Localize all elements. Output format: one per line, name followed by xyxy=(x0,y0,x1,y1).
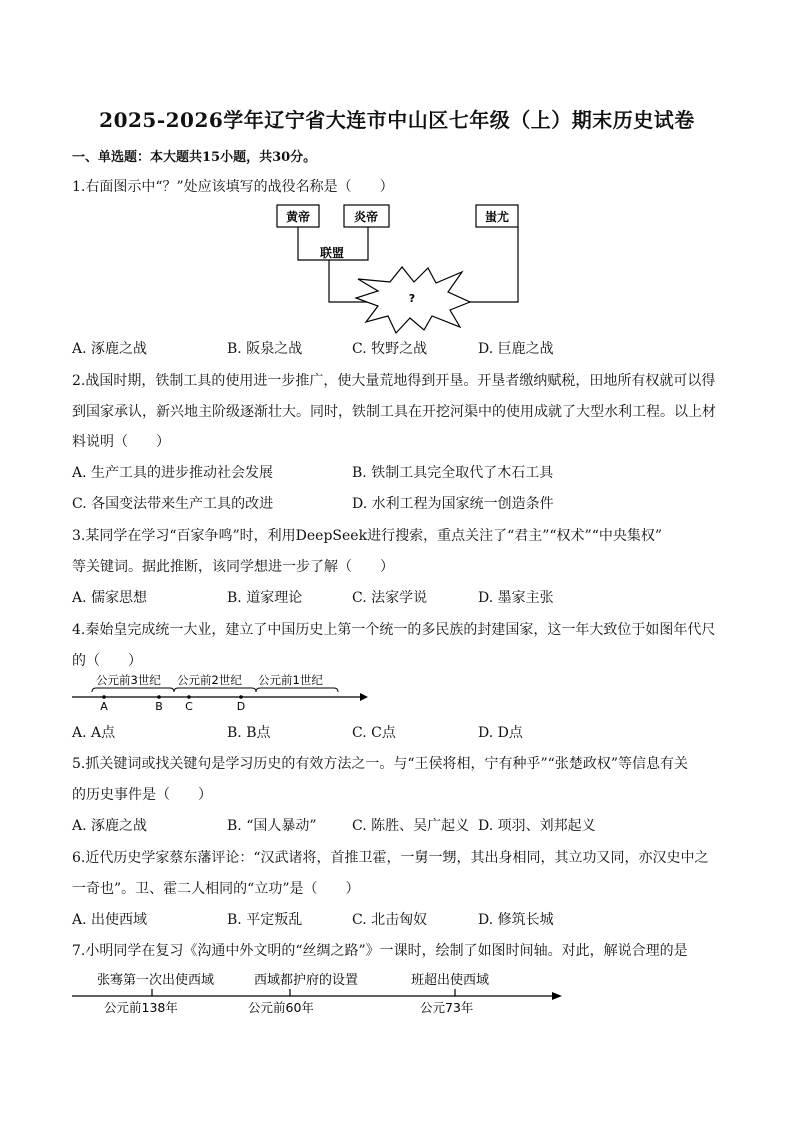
segment-brace-2 xyxy=(174,688,256,692)
timeline-arrow xyxy=(360,693,368,701)
exam-title: 2025-2026学年辽宁省大连市中山区七年级（上）期末历史试卷 xyxy=(99,108,695,132)
event-label-zhangqian: 张骞第一次出使西域 xyxy=(97,973,215,988)
question-3-stem-line-2: 等关键词。据此推断，该同学想进一步了解（ ） xyxy=(72,559,394,575)
point-c-dot xyxy=(187,695,191,699)
segment-label-2nd-century-bc: 公元前2世纪 xyxy=(177,673,242,687)
question-2-option-c: C. 各国变法带来生产工具的改进 xyxy=(72,496,274,512)
question-1-option-b: B. 阪泉之战 xyxy=(227,341,303,357)
event-label-protectorate: 西域都护府的设置 xyxy=(254,973,359,988)
timeline-arrow xyxy=(552,992,562,1000)
question-5-option-b: B. “国人暴动” xyxy=(227,818,317,834)
question-2-stem-line-2: 到国家承认，新兴地主阶级逐渐壮大。同时，铁制工具在开挖河渠中的使用成就了大型水利工程。以上材 xyxy=(72,404,716,420)
point-a-dot xyxy=(102,695,106,699)
question-1-option-a: A. 涿鹿之战 xyxy=(72,341,148,357)
segment-label-3rd-century-bc: 公元前3世纪 xyxy=(96,673,161,687)
event-date-banchao: 公元73年 xyxy=(420,1000,474,1015)
point-c-label: C xyxy=(185,700,193,713)
question-4-option-b: B. B点 xyxy=(227,725,271,741)
question-6-stem-line-2: 一奇也”。卫、霍二人相同的“立功”是（ ） xyxy=(72,881,360,897)
question-4-option-c: C. C点 xyxy=(352,725,396,741)
question-4-option-d: D. D点 xyxy=(478,725,523,741)
question-3-option-b: B. 道家理论 xyxy=(227,590,303,606)
question-6-option-b: B. 平定叛乱 xyxy=(227,912,303,928)
question-4-stem-line-1: 4.秦始皇完成统一大业，建立了中国历史上第一个统一的多民族的封建国家，这一年大致位于如图年代尺 xyxy=(72,622,716,638)
question-2-stem-line-3: 料说明（ ） xyxy=(72,434,170,450)
point-b-label: B xyxy=(155,700,163,713)
segment-label-1st-century-bc: 公元前1世纪 xyxy=(258,673,323,687)
point-d-label: D xyxy=(236,700,246,713)
question-7-timeline xyxy=(0,964,794,1024)
question-3-option-a: A. 儒家思想 xyxy=(72,590,148,606)
box-chiyou-label: 蚩尤 xyxy=(484,210,510,224)
question-6-option-a: A. 出使西域 xyxy=(72,912,148,928)
question-5-option-c: C. 陈胜、吴广起义 xyxy=(352,818,470,834)
question-2-option-d: D. 水利工程为国家统一创造条件 xyxy=(352,496,554,512)
question-6-option-c: C. 北击匈奴 xyxy=(352,912,428,928)
question-1-option-d: D. 巨鹿之战 xyxy=(478,341,554,357)
question-1-diagram xyxy=(0,0,794,340)
event-date-protectorate: 公元前60年 xyxy=(248,1000,314,1015)
event-label-banchao: 班超出使西域 xyxy=(411,973,490,988)
point-a-label: A xyxy=(100,700,108,713)
question-7-stem: 7.小明同学在复习《沟通中外文明的“丝绸之路”》一课时，绘制了如图时间轴。对此，解说合理的是 xyxy=(72,943,688,959)
point-b-dot xyxy=(157,695,161,699)
question-5-option-a: A. 涿鹿之战 xyxy=(72,818,148,834)
segment-brace-3 xyxy=(256,688,338,692)
section-heading: 一、单选题：本大题共15小题，共30分。 xyxy=(72,150,317,165)
segment-brace-1 xyxy=(92,688,174,692)
question-3-stem-line-1: 3.某同学在学习“百家争鸣”时，利用DeepSeek进行搜索，重点关注了“君主”“权术”“中央集权” xyxy=(72,528,663,544)
question-6-option-d: D. 修筑长城 xyxy=(478,912,554,928)
question-5-option-d: D. 项羽、刘邦起义 xyxy=(478,818,596,834)
question-2-option-b: B. 铁制工具完全取代了木石工具 xyxy=(352,465,554,481)
event-date-zhangqian: 公元前138年 xyxy=(104,1000,178,1015)
question-4-option-a: A. A点 xyxy=(72,725,116,741)
question-5-stem-line-1: 5.抓关键词或找关键句是学习历史的有效方法之一。与“王侯将相，宁有种乎”“张楚政权”等信息有关 xyxy=(72,756,688,772)
point-d-dot xyxy=(239,695,243,699)
question-5-stem-line-2: 的历史事件是（ ） xyxy=(72,787,212,803)
box-huangdi-label: 黄帝 xyxy=(285,210,311,224)
question-2-stem-line-1: 2.战国时期，铁制工具的使用进一步推广，使大量荒地得到开垦。开垦者缴纳赋税，田地所有权就可以得 xyxy=(72,373,716,389)
question-1-stem: 1.右面图示中“？”处应该填写的战役名称是（ ） xyxy=(72,179,394,195)
question-3-option-d: D. 墨家主张 xyxy=(478,590,554,606)
box-yandi-label: 炎帝 xyxy=(353,210,379,224)
question-2-option-a: A. 生产工具的进步推动社会发展 xyxy=(72,465,274,481)
question-1-option-c: C. 牧野之战 xyxy=(352,341,428,357)
chiyou-to-battle-line xyxy=(468,227,518,302)
question-6-stem-line-1: 6.近代历史学家蔡东藩评论：“汉武诸将，首推卫霍，一舅一甥，其出身相同，其立功又同，亦汉史中之 xyxy=(72,850,709,866)
question-4-stem-line-2: 的（ ） xyxy=(72,653,142,669)
question-3-option-c: C. 法家学说 xyxy=(352,590,428,606)
battle-burst-label: ? xyxy=(408,292,416,305)
question-4-timeline xyxy=(0,668,794,714)
alliance-label: 联盟 xyxy=(319,246,345,260)
